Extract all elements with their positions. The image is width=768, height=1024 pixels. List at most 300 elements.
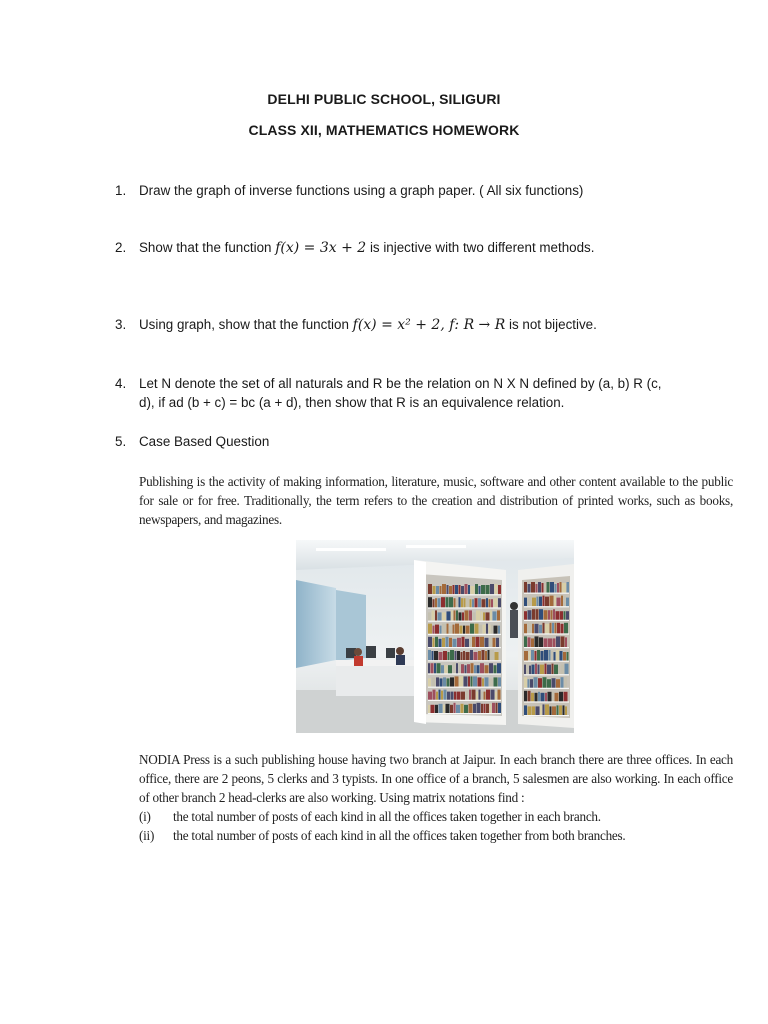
book-spine — [557, 598, 561, 607]
book-spine — [461, 652, 463, 660]
question-text-after: is not bijective. — [505, 317, 597, 332]
book-spine — [557, 705, 559, 715]
book-spine — [555, 693, 559, 702]
question-number: 3. — [115, 317, 127, 332]
book-spine — [497, 610, 500, 620]
book-spine — [561, 665, 564, 675]
book-spine — [494, 598, 498, 607]
book-spine — [459, 585, 461, 594]
book-spine — [435, 705, 438, 713]
book-spine — [524, 651, 528, 661]
shelf-board — [524, 633, 569, 634]
book-spine — [428, 678, 431, 686]
book-spine — [492, 703, 495, 713]
book-spine — [550, 706, 552, 715]
book-spine — [468, 585, 470, 594]
book-spine — [440, 586, 442, 594]
book-spine — [449, 586, 452, 594]
book-spine — [541, 651, 544, 661]
book-spine — [463, 651, 465, 660]
book-spine — [433, 638, 435, 647]
book-spine — [544, 583, 546, 593]
sub-question-label: (i) — [139, 809, 151, 824]
book-spine — [559, 705, 562, 715]
book-spine — [540, 705, 542, 715]
book-spine — [498, 690, 501, 700]
book-spine — [469, 690, 471, 700]
book-spine — [466, 652, 470, 660]
book-spine — [478, 651, 481, 660]
book-spine — [479, 625, 482, 634]
book-spine — [551, 651, 553, 661]
book-spine — [460, 626, 463, 634]
book-spine — [550, 596, 554, 607]
book-spine — [473, 676, 477, 686]
book-spine — [467, 664, 470, 673]
shelf-board — [524, 647, 569, 648]
book-spine — [552, 623, 554, 634]
book-spine — [486, 690, 490, 700]
math-expression: f(x) = x² + 2, f: R → R — [352, 317, 506, 333]
book-spine — [465, 665, 467, 673]
book-spine — [549, 650, 551, 661]
book-spine — [431, 663, 434, 673]
book-spine — [455, 585, 458, 594]
book-spine — [481, 692, 483, 700]
book-spine — [524, 598, 527, 607]
book-spine — [562, 583, 566, 593]
book-spine — [532, 665, 535, 675]
sub-question-i — [139, 807, 733, 826]
book-spine — [490, 650, 494, 660]
book-spine — [528, 679, 530, 688]
book-spine — [535, 636, 539, 647]
book-spine — [485, 651, 487, 660]
book-spine — [454, 692, 456, 700]
sub-question-text: the total number of posts of each kind in all the offices taken together in each branch. — [173, 809, 601, 824]
book-spine — [462, 612, 464, 620]
sub-question-label: (ii) — [139, 828, 155, 843]
question-text: Case Based Question — [139, 434, 270, 449]
book-spine — [439, 704, 443, 713]
question-text: Let N denote the set of all naturals and R be the relation on N X N defined by (a, b) R (c, d), if ad (b + c) = bc (a + d), then show that R is an equivalence relation. — [139, 376, 662, 410]
book-spine — [478, 598, 481, 607]
book-spine — [428, 612, 431, 620]
book-spine — [486, 598, 488, 607]
book-spine — [545, 597, 549, 607]
book-spine — [536, 706, 540, 715]
book-spine — [446, 597, 449, 607]
book-spine — [545, 624, 549, 634]
question-number: 5. — [115, 434, 127, 449]
book-spine — [428, 637, 432, 647]
book-spine — [439, 639, 442, 647]
book-spine — [536, 609, 539, 620]
book-spine — [442, 612, 446, 620]
book-spine — [459, 676, 463, 686]
book-spine — [461, 598, 463, 607]
question-3 — [115, 315, 675, 335]
book-spine — [461, 586, 464, 594]
book-spine — [435, 610, 437, 620]
book-spine — [554, 596, 556, 607]
book-spine — [431, 705, 435, 713]
book-spine — [559, 692, 563, 702]
book-spine — [462, 637, 465, 647]
book-spine — [474, 652, 478, 660]
book-spine — [479, 586, 481, 594]
book-spine — [479, 690, 481, 700]
question-1 — [115, 181, 675, 200]
book-spine — [471, 586, 475, 594]
book-spine — [539, 637, 543, 647]
book-spine — [442, 638, 445, 647]
book-spine — [441, 597, 445, 607]
book-spine — [563, 705, 565, 715]
book-spine — [553, 638, 556, 647]
book-spine — [531, 650, 534, 661]
book-spine — [550, 623, 552, 634]
book-spine — [453, 625, 455, 634]
book-spine — [560, 651, 563, 661]
book-spine — [454, 598, 456, 607]
book-spine — [457, 692, 461, 700]
book-spine — [486, 585, 490, 594]
book-spine — [560, 611, 563, 620]
question-4 — [115, 374, 675, 412]
book-spine — [543, 677, 547, 688]
book-spine — [554, 652, 556, 661]
book-spine — [465, 639, 469, 647]
book-spine — [489, 599, 491, 607]
book-spine — [432, 610, 435, 620]
book-spine — [494, 626, 498, 634]
book-spine — [484, 692, 486, 700]
book-spine — [528, 597, 532, 607]
book-spine — [447, 692, 450, 700]
book-spine — [433, 586, 436, 594]
shelf-board — [524, 620, 569, 621]
book-spine — [438, 598, 441, 607]
book-spine — [537, 650, 540, 661]
book-spine — [548, 610, 550, 620]
scenario-paragraph: NODIA Press is a such publishing house having two branch at Jaipur. In each branch there are three offices. In each office, there are 2 peons, 5 clerks and 3 typists. In one office of a branch, 5 salesmen are also working. In each office of other branch 2 head-clerks are also working. Using matrix notations find : — [139, 752, 733, 805]
shelf-board — [524, 688, 569, 689]
book-spine — [524, 705, 527, 715]
book-spine — [566, 598, 569, 607]
book-spine — [559, 666, 561, 675]
book-spine — [466, 598, 469, 607]
book-spine — [472, 690, 476, 700]
book-spine — [482, 650, 485, 660]
book-spine — [495, 652, 499, 660]
book-spine — [451, 692, 454, 700]
book-spine — [455, 651, 457, 660]
question-text-before: Using graph, show that the function — [139, 317, 353, 332]
book-spine — [552, 706, 556, 715]
book-spine — [528, 706, 532, 715]
book-spine — [428, 663, 430, 673]
book-spine — [494, 665, 497, 673]
book-spine — [531, 638, 534, 647]
book-spine — [529, 651, 531, 661]
book-spine — [450, 650, 454, 660]
book-spine — [539, 597, 542, 607]
book-spine — [461, 692, 465, 700]
question-text: Draw the graph of inverse functions using a graph paper. ( All six functions) — [139, 183, 584, 198]
book-spine — [561, 596, 563, 607]
book-spine — [443, 677, 446, 686]
book-spine — [439, 690, 441, 700]
book-spine — [444, 690, 447, 700]
book-spine — [455, 624, 459, 634]
book-spine — [557, 623, 560, 634]
book-spine — [459, 663, 461, 673]
book-spine — [476, 610, 480, 620]
book-spine — [498, 585, 501, 594]
book-spine — [486, 624, 488, 634]
book-spine — [449, 597, 453, 607]
book-spine — [485, 638, 489, 647]
book-spine — [524, 611, 527, 620]
book-spine — [482, 678, 484, 686]
book-spine — [539, 625, 542, 634]
shelf-board — [428, 713, 501, 714]
book-spine — [440, 678, 443, 686]
book-spine — [498, 677, 501, 686]
book-spine — [456, 663, 458, 673]
book-spine — [481, 585, 485, 594]
book-spine — [567, 582, 570, 593]
book-spine — [488, 650, 490, 660]
question-text — [139, 238, 675, 258]
shelf-board — [428, 660, 501, 661]
question-5 — [115, 432, 675, 451]
book-spine — [433, 690, 436, 700]
book-spine — [437, 663, 441, 673]
book-spine — [473, 704, 476, 713]
book-spine — [428, 624, 432, 634]
book-spine — [472, 599, 474, 607]
book-spine — [428, 584, 432, 594]
book-spine — [495, 692, 497, 700]
book-spine — [490, 584, 494, 594]
book-spine — [454, 610, 456, 620]
book-spine — [552, 664, 554, 675]
question-text — [139, 315, 675, 335]
book-spine — [469, 704, 473, 713]
book-spine — [490, 610, 492, 620]
book-spine — [535, 624, 539, 634]
book-spine — [434, 663, 436, 673]
book-spine — [456, 705, 460, 713]
book-spine — [564, 596, 566, 607]
math-expression: f(x) = 3x + 2 — [275, 240, 367, 256]
book-spine — [529, 666, 531, 675]
book-spine — [435, 598, 437, 607]
shelf-board — [428, 673, 501, 674]
book-spine — [491, 625, 493, 634]
book-spine — [524, 582, 527, 593]
book-spine — [547, 582, 550, 593]
book-spine — [556, 636, 560, 647]
book-spine — [476, 692, 478, 700]
book-spine — [541, 693, 545, 702]
book-spine — [447, 611, 451, 620]
book-spine — [433, 626, 435, 634]
book-spine — [481, 704, 483, 713]
book-spine — [486, 704, 489, 713]
book-spine — [448, 652, 450, 660]
book-spine — [432, 677, 436, 686]
book-spine — [531, 693, 534, 702]
book-spine — [552, 678, 556, 688]
book-spine — [548, 638, 552, 647]
book-spine — [543, 596, 545, 607]
library-illustration — [296, 540, 574, 733]
book-spine — [524, 636, 527, 647]
book-spine — [471, 663, 474, 673]
book-spine — [459, 612, 462, 620]
book-spine — [464, 705, 468, 713]
shelf-board — [428, 607, 501, 608]
case-scenario — [139, 750, 733, 845]
book-spine — [428, 597, 432, 607]
book-spine — [556, 679, 560, 688]
book-spine — [484, 704, 486, 713]
book-spine — [539, 609, 543, 620]
book-spine — [535, 651, 537, 661]
book-spine — [474, 665, 476, 673]
book-spine — [547, 679, 551, 688]
book-spine — [545, 664, 547, 675]
book-spine — [485, 677, 489, 686]
book-spine — [564, 677, 567, 688]
book-spine — [480, 637, 484, 647]
book-spine — [496, 703, 498, 713]
book-spine — [545, 693, 547, 702]
book-spine — [553, 609, 555, 620]
book-spine — [443, 705, 445, 713]
shelf-board — [524, 701, 569, 702]
book-spine — [561, 677, 564, 688]
book-spine — [538, 678, 542, 688]
book-spine — [538, 692, 540, 702]
book-spine — [466, 626, 470, 634]
book-spine — [493, 611, 497, 620]
book-spine — [441, 691, 443, 700]
shelf-board — [428, 594, 501, 595]
book-spine — [489, 678, 493, 686]
book-spine — [554, 665, 558, 675]
book-spine — [447, 624, 449, 634]
book-spine — [560, 582, 562, 593]
school-title: DELHI PUBLIC SCHOOL, SILIGURI — [267, 91, 501, 107]
book-spine — [495, 584, 498, 594]
question-2 — [115, 238, 675, 258]
homework-title: CLASS XII, MATHEMATICS HOMEWORK — [248, 122, 520, 138]
book-spine — [465, 610, 469, 620]
shelf-board — [428, 700, 501, 701]
book-spine — [524, 665, 526, 675]
book-spine — [494, 677, 498, 686]
question-number: 1. — [115, 183, 127, 198]
book-spine — [532, 624, 534, 634]
book-spine — [470, 599, 472, 607]
book-spine — [561, 624, 564, 634]
shelf-board — [428, 687, 501, 688]
book-spine — [483, 625, 486, 634]
book-spine — [453, 663, 456, 673]
book-spine — [535, 693, 538, 702]
book-spine — [543, 623, 545, 634]
book-spine — [556, 650, 559, 661]
book-spine — [545, 704, 549, 715]
book-spine — [441, 665, 444, 673]
book-spine — [544, 610, 548, 620]
book-spine — [447, 585, 449, 594]
book-spine — [542, 583, 544, 593]
book-spine — [498, 598, 501, 607]
book-spine — [449, 626, 452, 634]
book-spine — [535, 664, 537, 675]
book-spine — [544, 638, 548, 647]
book-spine — [440, 626, 442, 634]
book-spine — [443, 651, 447, 660]
book-spine — [456, 599, 458, 607]
book-spine — [555, 623, 557, 634]
book-spine — [475, 584, 478, 594]
book-spine — [456, 610, 458, 620]
book-spine — [524, 624, 527, 634]
book-spine — [543, 704, 545, 715]
book-spine — [459, 597, 461, 607]
book-spine — [564, 623, 568, 634]
book-spine — [565, 664, 569, 675]
book-spine — [466, 691, 469, 700]
book-spine — [470, 624, 474, 634]
book-spine — [428, 650, 431, 660]
shelf-board — [428, 634, 501, 635]
book-spine — [436, 692, 438, 700]
book-spine — [455, 676, 459, 686]
book-spine — [469, 610, 472, 620]
book-spine — [556, 611, 560, 620]
book-spine — [498, 626, 500, 634]
book-spine — [457, 638, 461, 647]
book-spine — [489, 625, 491, 634]
book-spine — [534, 677, 538, 688]
book-spine — [552, 692, 554, 702]
book-spine — [482, 599, 486, 607]
book-spine — [555, 584, 557, 593]
book-spine — [491, 690, 495, 700]
book-spine — [435, 625, 439, 634]
book-spine — [464, 598, 466, 607]
book-spine — [480, 663, 484, 673]
book-spine — [477, 703, 481, 713]
book-spine — [566, 611, 569, 620]
book-spine — [528, 691, 531, 702]
book-spine — [442, 584, 446, 594]
book-spine — [532, 598, 536, 607]
book-spine — [498, 703, 501, 713]
book-spine — [446, 704, 450, 713]
book-spine — [528, 610, 532, 620]
book-spine — [532, 706, 535, 715]
book-spine — [470, 650, 473, 660]
book-spine — [532, 609, 535, 620]
